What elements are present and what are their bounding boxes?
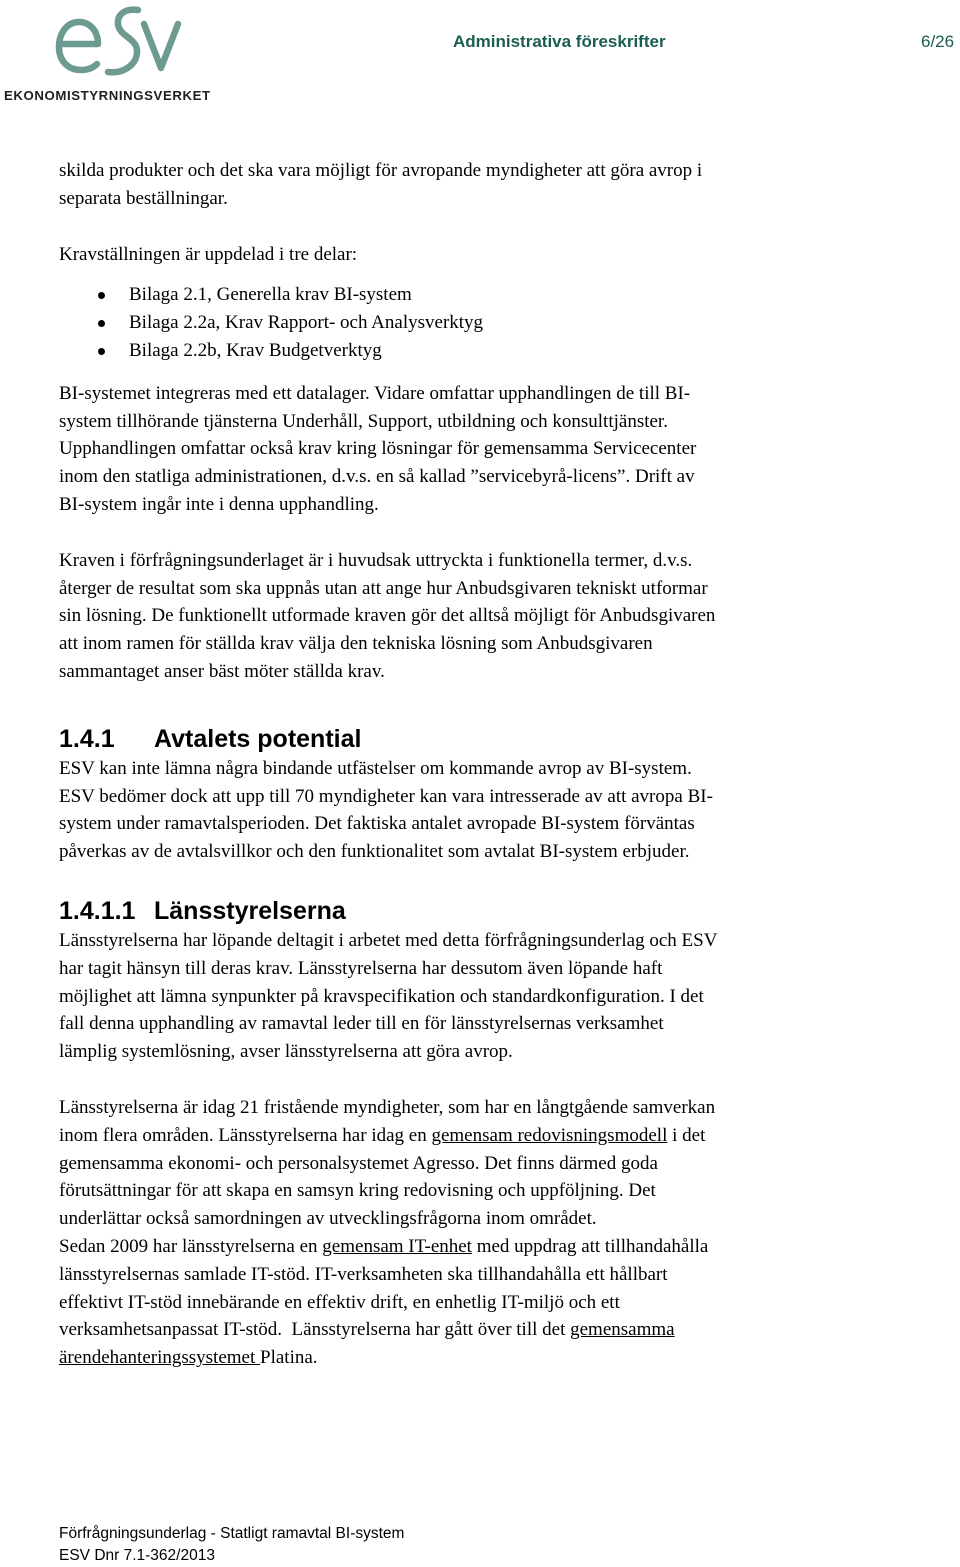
paragraph-line: system under ramavtalsperioden. Det faktiska antalet avropade BI-system förväntas: [59, 813, 695, 835]
split-intro: Kravställningen är uppdelad i tre delar:: [59, 243, 358, 265]
paragraph-line: [59, 1233, 879, 1261]
section-heading: [59, 724, 879, 754]
section-number: 1.4.1: [59, 724, 115, 753]
intro-line-2: separata beställningar.: [59, 187, 228, 209]
paragraph-line: sin lösning. De funktionellt utformade kraven gör det alltså möjligt för Anbudsgivaren: [59, 605, 716, 627]
paragraph-line: [59, 1316, 879, 1344]
text-run: med uppdrag att tillhandahålla: [471, 1235, 709, 1257]
list-item: Bilaga 2.1, Generella krav BI-system: [59, 281, 879, 309]
paragraph-line: BI-systemet integreras med ett datalager. Vidare omfattar upphandlingen de till BI-: [59, 382, 691, 404]
section-number: 1.4.1.1: [59, 896, 136, 925]
text-run: Sedan 2009 har länsstyrelserna en: [59, 1235, 323, 1257]
paragraph-line: [59, 1122, 879, 1150]
list-item: Bilaga 2.2b, Krav Budgetverktyg: [59, 337, 879, 365]
paragraph-line: fall denna upphandling av ramavtal leder till en för länsstyrelsernas verksamhet: [59, 1013, 664, 1035]
intro-line-1: skilda produkter och det ska vara möjligt för avropande myndigheter att göra avrop i: [59, 160, 703, 181]
subsection-heading: [59, 896, 879, 926]
page-number: 6/26: [921, 32, 955, 51]
paragraph-line: Länsstyrelserna har löpande deltagit i arbetet med detta förfrågningsunderlag och ESV: [59, 929, 718, 951]
footer-line-1: Förfrågningsunderlag - Statligt ramavtal BI-system: [59, 1525, 405, 1542]
attachment-list: [59, 281, 879, 364]
logo-subtitle: EKONOMISTYRNINGSVERKET: [4, 88, 211, 103]
paragraph-line: har tagit hänsyn till deras krav. Länsstyrelserna har dessutom även löpande haft: [59, 957, 663, 979]
paragraph-line: Kraven i förfrågningsunderlaget är i huvudsak uttryckta i funktionella termer, d.v.s.: [59, 549, 693, 571]
paragraph-line: inom den statliga administrationen, d.v.s. en så kallad ”servicebyrå-licens”. Drift av: [59, 466, 695, 488]
esv-logo: [2, 2, 232, 104]
underlined-term: gemensam redovisningsmodell: [431, 1124, 668, 1146]
paragraph-line: sammantaget anser bäst möter ställda krav.: [59, 660, 385, 682]
paragraph-line: länsstyrelsernas samlade IT-stöd. IT-verksamheten ska tillhandahålla ett hållbart: [59, 1263, 668, 1285]
header-title: Administrativa föreskrifter: [453, 32, 666, 51]
paragraph-line: förutsättningar för att skapa en samsyn kring redovisning och uppföljning. Det: [59, 1180, 656, 1202]
page-footer: [59, 1523, 404, 1567]
paragraph-line: ESV bedömer dock att upp till 70 myndigheter kan vara intresserade av att avropa BI-: [59, 785, 713, 807]
text-run: i det: [667, 1124, 706, 1146]
paragraph-line: ESV kan inte lämna några bindande utfästelser om kommande avrop av BI-system.: [59, 757, 692, 779]
paragraph-line: underlättar också samordningen av utvecklingsfrågorna inom området.: [59, 1208, 597, 1230]
underlined-term: gemensamma: [570, 1319, 675, 1341]
paragraph-line: påverkas av de avtalsvillkor och den funktionalitet som avtalat BI-system erbjuder.: [59, 841, 690, 863]
paragraph-line: lämplig systemlösning, avser länsstyrelserna att göra avrop.: [59, 1041, 513, 1063]
section-title: Avtalets potential: [154, 724, 362, 753]
text-run: verksamhetsanpassat IT-stöd. Länsstyrelserna har gått över till det: [59, 1319, 571, 1341]
paragraph-line: effektivt IT-stöd innebärande en effektiv drift, en enhetlig IT-miljö och ett: [59, 1291, 620, 1313]
paragraph-line: återger de resultat som ska uppnås utan att ange hur Anbudsgivaren tekniskt utformar: [59, 577, 708, 599]
underlined-term: gemensam IT-enhet: [322, 1235, 472, 1257]
paragraph-line: gemensamma ekonomi- och personalsystemet Agresso. Det finns därmed goda: [59, 1152, 658, 1174]
footer-line-2: ESV Dnr 7.1-362/2013: [59, 1547, 215, 1564]
section-title: Länsstyrelserna: [154, 896, 346, 925]
paragraph-line: Länsstyrelserna är idag 21 fristående myndigheter, som har en långtgående samverkan: [59, 1096, 716, 1118]
paragraph-line: Upphandlingen omfattar också krav kring lösningar för gemensamma Servicecenter: [59, 438, 697, 460]
underlined-term: ärendehanteringssystemet: [59, 1347, 261, 1369]
text-run: Platina.: [260, 1347, 318, 1369]
paragraph-line: att inom ramen för ställda krav välja den tekniska lösning som Anbudsgivaren: [59, 633, 653, 655]
paragraph-line: [59, 1344, 879, 1372]
document-body: [59, 157, 879, 1372]
paragraph-line: BI-system ingår inte i denna upphandling.: [59, 493, 379, 515]
paragraph-line: möjlighet att lämna synpunkter på kravspecifikation och standardkonfiguration. I det: [59, 985, 704, 1007]
list-item: Bilaga 2.2a, Krav Rapport- och Analysverktyg: [59, 309, 879, 337]
text-run: inom flera områden. Länsstyrelserna har idag en: [59, 1124, 432, 1146]
paragraph-line: system tillhörande tjänsterna Underhåll, Support, utbildning och konsulttjänster.: [59, 410, 668, 432]
